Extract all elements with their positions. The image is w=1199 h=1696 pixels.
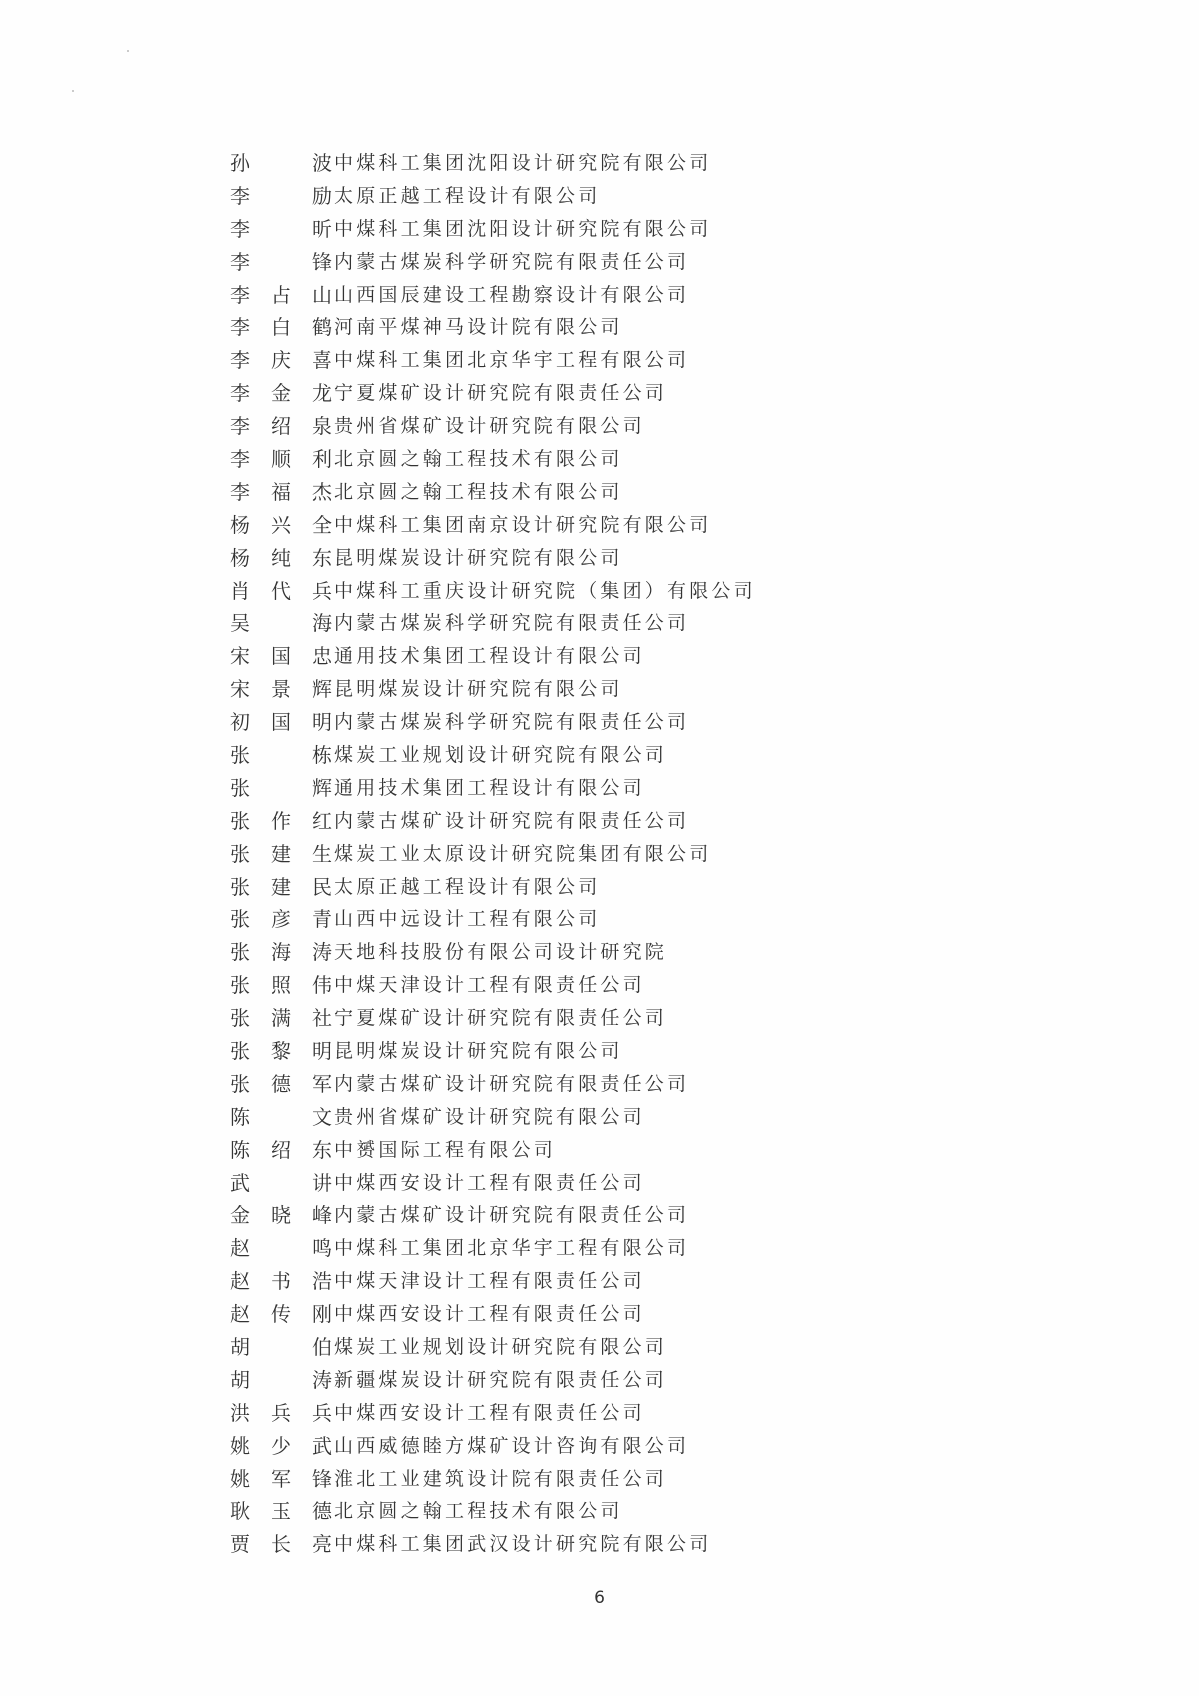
organization-name: 天地科技股份有限公司设计研究院 <box>334 941 668 964</box>
list-item <box>230 836 790 869</box>
organization-name: 中煤科工集团南京设计研究院有限公司 <box>334 513 712 536</box>
organization-name: 北京圆之翰工程技术有限公司 <box>334 1500 623 1523</box>
organization-name: 昆明煤炭设计研究院有限公司 <box>334 546 623 569</box>
list-item <box>230 770 790 803</box>
list-item <box>230 1263 790 1296</box>
person-name: 张 栋 <box>230 742 334 767</box>
person-name: 李白鹤 <box>230 315 334 340</box>
person-name: 张海涛 <box>230 940 334 965</box>
person-name: 张建民 <box>230 874 334 899</box>
list-item <box>230 704 790 737</box>
person-name: 李 锋 <box>230 249 334 274</box>
organization-name: 中煤科工集团沈阳设计研究院有限公司 <box>334 217 712 240</box>
person-name: 杨纯东 <box>230 545 334 570</box>
list-item <box>230 967 790 1000</box>
organization-name: 中赟国际工程有限公司 <box>334 1138 557 1161</box>
list-item <box>230 1132 790 1165</box>
organization-name: 太原正越工程设计有限公司 <box>334 184 601 207</box>
list-item <box>230 869 790 902</box>
list-item <box>230 1000 790 1033</box>
organization-name: 中煤科工集团北京华宇工程有限公司 <box>334 349 690 372</box>
person-name: 陈绍东 <box>230 1137 334 1162</box>
person-name: 赵 鸣 <box>230 1236 334 1261</box>
name-list <box>230 145 790 1559</box>
organization-name: 山西威德睦方煤矿设计咨询有限公司 <box>334 1434 690 1457</box>
person-name: 张 辉 <box>230 775 334 800</box>
person-name: 肖代兵 <box>230 578 334 603</box>
list-item <box>230 934 790 967</box>
person-name: 张彦青 <box>230 907 334 932</box>
organization-name: 河南平煤神马设计院有限公司 <box>334 316 623 339</box>
list-item <box>230 1165 790 1198</box>
organization-name: 中煤科工集团沈阳设计研究院有限公司 <box>334 151 712 174</box>
organization-name: 内蒙古煤炭科学研究院有限责任公司 <box>334 250 690 273</box>
list-item <box>230 605 790 638</box>
list-item <box>230 408 790 441</box>
person-name: 张建生 <box>230 841 334 866</box>
organization-name: 煤炭工业规划设计研究院有限公司 <box>334 743 668 766</box>
list-item <box>230 540 790 573</box>
list-item <box>230 1362 790 1395</box>
organization-name: 中煤天津设计工程有限责任公司 <box>334 1270 645 1293</box>
organization-name: 内蒙古煤炭科学研究院有限责任公司 <box>334 612 690 635</box>
list-item <box>230 737 790 770</box>
organization-name: 内蒙古煤矿设计研究院有限责任公司 <box>334 1204 690 1227</box>
page-number: 6 <box>594 1588 605 1608</box>
person-name: 洪兵兵 <box>230 1400 334 1425</box>
list-item <box>230 1329 790 1362</box>
list-item <box>230 277 790 310</box>
list-item <box>230 1526 790 1559</box>
organization-name: 昆明煤炭设计研究院有限公司 <box>334 1039 623 1062</box>
person-name: 张作红 <box>230 808 334 833</box>
person-name: 张黎明 <box>230 1038 334 1063</box>
organization-name: 中煤科工集团北京华宇工程有限公司 <box>334 1237 690 1260</box>
person-name: 李金龙 <box>230 381 334 406</box>
person-name: 李绍泉 <box>230 414 334 439</box>
list-item <box>230 1461 790 1494</box>
organization-name: 内蒙古煤矿设计研究院有限责任公司 <box>334 809 690 832</box>
list-item <box>230 1066 790 1099</box>
list-item <box>230 244 790 277</box>
scan-speck <box>127 50 129 52</box>
organization-name: 中煤西安设计工程有限责任公司 <box>334 1401 645 1424</box>
person-name: 李 励 <box>230 183 334 208</box>
organization-name: 煤炭工业太原设计研究院集团有限公司 <box>334 842 712 865</box>
person-name: 宋景辉 <box>230 677 334 702</box>
person-name: 张照伟 <box>230 973 334 998</box>
list-item <box>230 1296 790 1329</box>
organization-name: 内蒙古煤炭科学研究院有限责任公司 <box>334 711 690 734</box>
organization-name: 北京圆之翰工程技术有限公司 <box>334 480 623 503</box>
person-name: 宋国忠 <box>230 644 334 669</box>
list-item <box>230 145 790 178</box>
organization-name: 通用技术集团工程设计有限公司 <box>334 776 645 799</box>
person-name: 李占山 <box>230 282 334 307</box>
organization-name: 贵州省煤矿设计研究院有限公司 <box>334 415 645 438</box>
person-name: 吴 海 <box>230 611 334 636</box>
organization-name: 通用技术集团工程设计有限公司 <box>334 645 645 668</box>
person-name: 李 昕 <box>230 216 334 241</box>
person-name: 张满社 <box>230 1006 334 1031</box>
list-item <box>230 1395 790 1428</box>
list-item <box>230 1494 790 1527</box>
list-item <box>230 1230 790 1263</box>
list-item <box>230 573 790 606</box>
organization-name: 太原正越工程设计有限公司 <box>334 875 601 898</box>
person-name: 武 讲 <box>230 1170 334 1195</box>
person-name: 李庆喜 <box>230 348 334 373</box>
list-item <box>230 441 790 474</box>
organization-name: 宁夏煤矿设计研究院有限责任公司 <box>334 1007 668 1030</box>
organization-name: 中煤西安设计工程有限责任公司 <box>334 1171 645 1194</box>
organization-name: 北京圆之翰工程技术有限公司 <box>334 447 623 470</box>
list-item <box>230 901 790 934</box>
person-name: 陈 文 <box>230 1104 334 1129</box>
list-item <box>230 803 790 836</box>
person-name: 贾长亮 <box>230 1532 334 1557</box>
organization-name: 贵州省煤矿设计研究院有限公司 <box>334 1105 645 1128</box>
organization-name: 新疆煤炭设计研究院有限责任公司 <box>334 1368 668 1391</box>
list-item <box>230 671 790 704</box>
organization-name: 中煤天津设计工程有限责任公司 <box>334 974 645 997</box>
person-name: 赵书浩 <box>230 1269 334 1294</box>
organization-name: 宁夏煤矿设计研究院有限责任公司 <box>334 382 668 405</box>
person-name: 姚军锋 <box>230 1466 334 1491</box>
person-name: 姚少武 <box>230 1433 334 1458</box>
list-item <box>230 375 790 408</box>
organization-name: 煤炭工业规划设计研究院有限公司 <box>334 1336 668 1358</box>
organization-name: 昆明煤炭设计研究院有限公司 <box>334 678 623 701</box>
person-name: 孙 波 <box>230 150 334 175</box>
organization-name: 中煤西安设计工程有限责任公司 <box>334 1303 645 1326</box>
organization-name: 内蒙古煤矿设计研究院有限责任公司 <box>334 1072 690 1095</box>
organization-name: 中煤科工集团武汉设计研究院有限公司 <box>334 1533 712 1556</box>
person-name: 李顺利 <box>230 446 334 471</box>
scan-speck <box>72 90 74 92</box>
person-name: 金晓峰 <box>230 1203 334 1228</box>
list-item <box>230 309 790 342</box>
organization-name: 山西国辰建设工程勘察设计有限公司 <box>334 283 690 306</box>
person-name: 胡 伯 <box>230 1335 334 1359</box>
person-name: 胡 涛 <box>230 1367 334 1392</box>
list-item <box>230 1099 790 1132</box>
person-name: 初国明 <box>230 710 334 735</box>
organization-name: 山西中远设计工程有限公司 <box>334 908 601 931</box>
person-name: 杨兴全 <box>230 512 334 537</box>
list-item <box>230 507 790 540</box>
person-name: 耿玉德 <box>230 1499 334 1524</box>
list-item <box>230 1198 790 1231</box>
person-name: 李福杰 <box>230 479 334 504</box>
list-item <box>230 342 790 375</box>
list-item <box>230 1033 790 1066</box>
organization-name: 淮北工业建筑设计院有限责任公司 <box>334 1467 668 1490</box>
person-name: 赵传刚 <box>230 1302 334 1327</box>
list-item <box>230 211 790 244</box>
organization-name: 中煤科工重庆设计研究院（集团）有限公司 <box>334 579 756 602</box>
list-item <box>230 1428 790 1461</box>
person-name: 张德军 <box>230 1071 334 1096</box>
list-item <box>230 178 790 211</box>
list-item <box>230 638 790 671</box>
list-item <box>230 474 790 507</box>
